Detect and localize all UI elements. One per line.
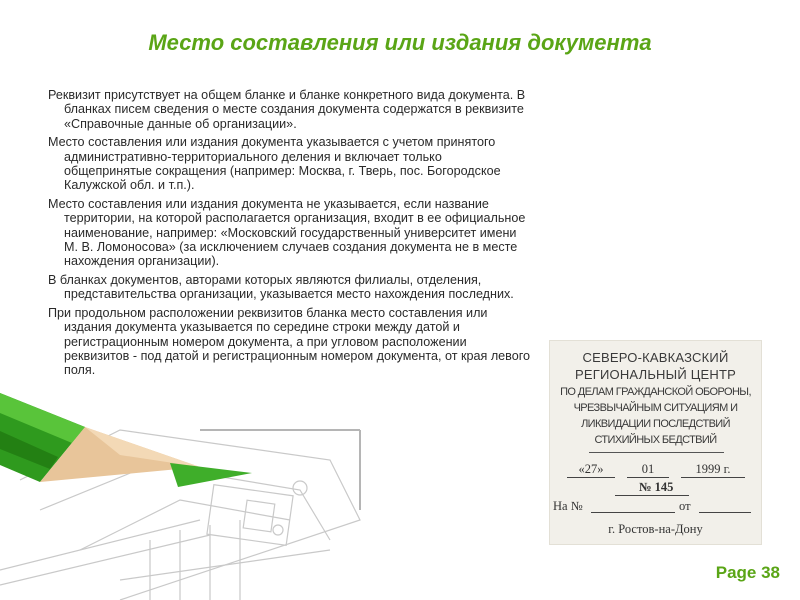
stamp-line-3: ПО ДЕЛАМ ГРАЖДАНСКОЙ ОБОРОНЫ,	[560, 386, 751, 398]
paragraph-3: Место составления или издания документа не указывается, если название территории, на которой располагается организация, входит в ее официальное наименование, например: «Московский государственный университет имени М. В. Ломоносова» (за исключением случаев создания документа не в месте нахождения организации).	[48, 196, 526, 269]
stamp-day: «27»	[567, 462, 615, 478]
stamp-line-5: ЛИКВИДАЦИИ ПОСЛЕДСТВИЙ	[581, 418, 730, 430]
stamp-year: 1999 г.	[681, 462, 745, 478]
stamp-ref-number-line	[591, 512, 675, 513]
stamp-ref-prefix: На №	[553, 499, 583, 513]
pencil-illustration	[0, 385, 270, 500]
stamp-month: 01	[627, 462, 669, 478]
letterhead-stamp-image	[549, 340, 762, 545]
stamp-ref-from: от	[679, 499, 691, 513]
page-number: Page 38	[715, 563, 780, 582]
slide-title: Место составления или издания документа	[148, 30, 652, 55]
paragraph-5: При продольном расположении реквизитов бланка место составления или издания документа указывается по середине строки между датой и регистрационным номером документа, а при угловом расположении реквизитов - под датой и регистрационным номером документа, от края левого поля.	[48, 305, 531, 378]
paragraph-4: В бланках документов, авторами которых являются филиалы, отделения, представительства организации, указывается место нахождения последних.	[48, 272, 514, 302]
stamp-city: г. Ростов-на-Дону	[608, 522, 703, 536]
paragraph-1: Реквизит присутствует на общем бланке и бланке конкретного вида документа. В бланках писем сведения о месте создания документа содержатся в реквизите «Справочные данные об организации».	[48, 88, 526, 131]
stamp-ref-date-line	[699, 512, 751, 513]
stamp-line-6: СТИХИЙНЫХ БЕДСТВИЙ	[594, 434, 717, 446]
stamp-line-2: РЕГИОНАЛЬНЫЙ ЦЕНТР	[575, 367, 736, 382]
paragraph-2: Место составления или издания документа указывается с учетом принятого административно-территориального деления и включает только общепринятые сокращения (например: Москва, г. Тверь, пос. Богородское Калужской обл. и т.п.).	[48, 135, 501, 193]
stamp-line-4: ЧРЕЗВЫЧАЙНЫМ СИТУАЦИЯМ И	[573, 402, 738, 414]
stamp-number: № 145	[639, 480, 674, 494]
stamp-number-line	[615, 495, 689, 496]
stamp-line-1: СЕВЕРО-КАВКАЗСКИЙ	[582, 350, 729, 365]
body-text	[48, 88, 532, 382]
stamp-separator	[589, 452, 724, 453]
